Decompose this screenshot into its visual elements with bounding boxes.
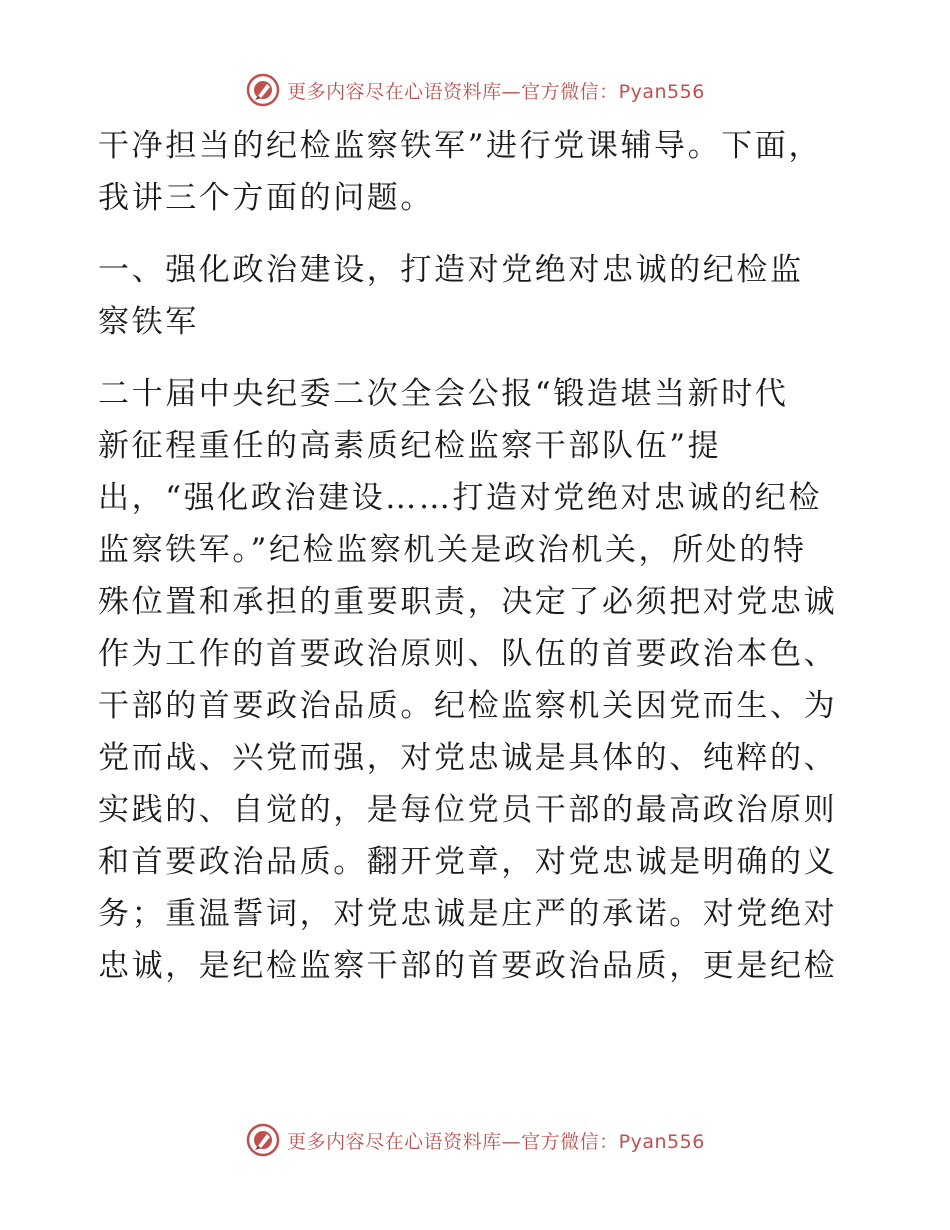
text-line: 干净担当的纪检监察铁军”进行党课辅导。下面， (98, 128, 823, 164)
footer-banner-text: 更多内容尽在心语资料库—官方微信：Pyan556 (287, 1130, 705, 1153)
text-line: 监察铁军。”纪检监察机关是政治机关，所处的特 (98, 532, 807, 568)
footer-wechat-id: Pyan556 (618, 1130, 705, 1153)
heading-line: 一、强化政治建设，打造对党绝对忠诚的纪检监 (98, 252, 804, 288)
text-line: 党而战、兴党而强，对党忠诚是具体的、纯粹的、 (98, 740, 838, 776)
heading-line: 察铁军 (98, 304, 199, 340)
document-body (98, 120, 858, 992)
text-line: 新征程重任的高素质纪检监察干部队伍”提 (98, 428, 722, 464)
pen-nib-circle-icon (245, 72, 281, 108)
section-heading-1 (98, 244, 858, 348)
text-line: 出，“强化政治建设……打造对党绝对忠诚的纪检 (98, 480, 823, 516)
text-line: 我讲三个方面的问题。 (98, 180, 434, 216)
header-banner-text: 更多内容尽在心语资料库—官方微信：Pyan556 (287, 80, 705, 103)
pen-nib-circle-icon (245, 1122, 281, 1158)
text-line: 实践的、自觉的，是每位党员干部的最高政治原则 (98, 792, 838, 828)
header-wechat-id: Pyan556 (618, 80, 705, 103)
footer-banner (0, 1120, 950, 1160)
text-line: 二十届中央纪委二次全会公报“锻造堪当新时代 (98, 376, 789, 412)
paragraph-2 (98, 368, 858, 992)
text-line: 干部的首要政治品质。纪检监察机关因党而生、为 (98, 688, 838, 724)
paragraph-1 (98, 120, 858, 224)
text-line: 殊位置和承担的重要职责，决定了必须把对党忠诚 (98, 584, 838, 620)
header-banner (0, 70, 950, 110)
text-line: 忠诚，是纪检监察干部的首要政治品质，更是纪检 (98, 948, 838, 984)
text-line: 务；重温誓词，对党忠诚是庄严的承诺。对党绝对 (98, 896, 838, 932)
text-line: 和首要政治品质。翻开党章，对党忠诚是明确的义 (98, 844, 838, 880)
text-line: 作为工作的首要政治原则、队伍的首要政治本色、 (98, 636, 838, 672)
